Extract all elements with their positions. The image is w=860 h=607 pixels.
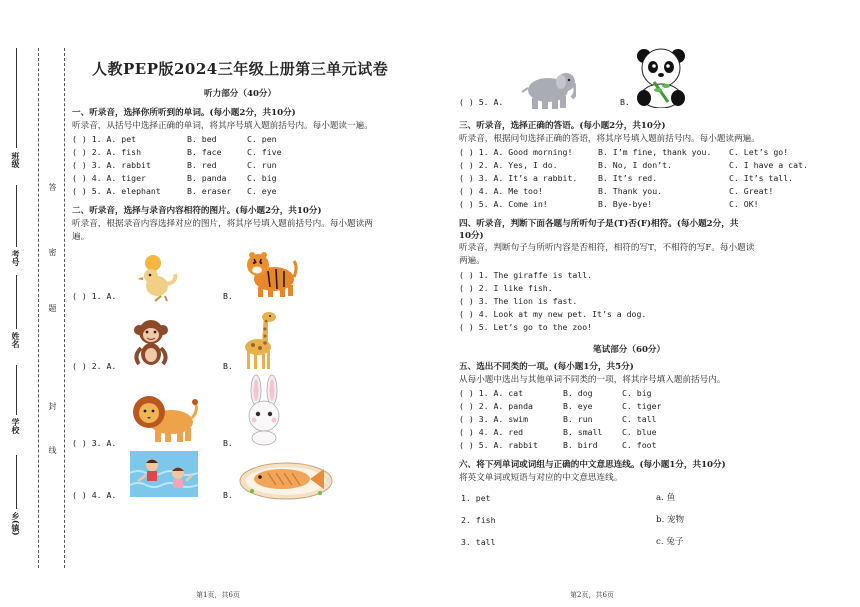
s3-heading: 三、听录音，选择正确的答语。(每小题2分，共10分) [459,121,666,131]
lion-picture [129,392,199,444]
s6-row-1-en: 1. pet [461,493,491,503]
s5-row-5-a: ( ) 5. A. rabbit [459,440,538,450]
elephant-picture [516,68,576,110]
s2-instruction-line1: 听录音，根据录音内容选择对应的图片，将其序号填入题前括号内。每小题读两 [72,219,373,229]
seal-char-1: 答 [48,183,57,191]
written-header: 笔试部分（60分） [593,345,666,355]
s3-row-3-c: C. It’s tall. [729,173,794,183]
s1-row-3-a: ( ) 3. A. rabbit [72,160,151,170]
margin-line-class [16,48,17,148]
s2-row-2-a: ( ) 2. A. [72,361,117,371]
s3-row-5-b: B. Bye-bye! [598,199,653,209]
s2-heading: 二、听录音，选择与录音内容相符的图片。(每小题2分，共10分) [72,206,322,216]
s4-heading-line1: 四、听录音，判断下面各题与所听句子是(T)否(F)相符。(每小题2分，共 [459,219,739,229]
margin-label-class: 班级 [11,152,21,168]
s6-row-3-zh: c. 兔子 [656,537,684,547]
s5-row-3-a: ( ) 3. A. swim [459,414,529,424]
giraffe-picture [238,309,278,371]
s5-row-2-b: B. eye [563,401,593,411]
swimming-picture [130,451,198,497]
s4-heading-line2: 10分) [459,231,484,241]
s2-row-4-b: B. [223,490,233,500]
s3-row-3-b: B. It’s red. [598,173,658,183]
s5-row-1-b: B. dog [563,388,593,398]
s3-instruction: 听录音，根据问句选择正确的答语，将其序号填入题前括号内。每小题读两遍。 [459,134,760,144]
s3-row-4-b: B. Thank you. [598,186,663,196]
s5-row-2-c: C. tiger [622,401,662,411]
s6-row-2-en: 2. fish [461,515,496,525]
s1-heading: 一、听录音，选择你所听到的单词。(每小题2分，共10分) [72,108,296,118]
margin-label-exam-no: 考号 [11,250,21,266]
s2-row-2-b: B. [223,361,233,371]
s1-instruction: 听录音，从括号中选择正确的单词，将其序号填入题前括号内。每小题读一遍。 [72,121,373,131]
s2-instruction-line2: 遍。 [72,232,90,242]
s3-row-2-c: C. I have a cat. [729,160,808,170]
s3-row-5-c: C. OK! [729,199,759,209]
s4-instruction-line1: 听录音，判断句子与所听内容是否相符，相符的写T，不相符的写F。每小题读 [459,243,755,253]
seal-char-2: 密 [48,248,57,256]
s3-row-4-a: ( ) 4. A. Me too! [459,186,543,196]
margin-label-school: 学校 [11,418,21,434]
s2-row-3-a: ( ) 3. A. [72,438,117,448]
panda-picture [632,46,690,108]
s5-row-4-a: ( ) 4. A. red [459,427,524,437]
s5-row-5-c: C. foot [622,440,657,450]
fish-picture [238,457,334,501]
s1-row-1-b: B. bed [187,134,217,144]
margin-label-name: 姓名 [11,332,21,348]
s5-row-3-c: C. tall [622,414,657,424]
s1-row-1-a: ( ) 1. A. pet [72,134,137,144]
monkey-picture [131,318,171,370]
s1-row-4-b: B. panda [187,173,227,183]
s1-row-3-c: C. run [247,160,277,170]
s1-row-2-a: ( ) 2. A. fish [72,147,142,157]
s1-row-1-c: C. pen [247,134,277,144]
s5-row-3-b: B. run [563,414,593,424]
seal-char-4: 封 [48,402,57,410]
s2-row-1-b: B. [223,291,233,301]
s3-row-1-b: B. I’m fine, thank you. [598,147,712,157]
s4-row-2: ( ) 2. I like fish. [459,283,553,293]
s1-row-2-c: C. five [247,147,282,157]
s4-row-4: ( ) 4. Look at my new pet. It’s a dog. [459,309,647,319]
s6-instruction: 将英文单词或短语与对应的中文意思连线。 [459,473,623,483]
margin-label-township: 乡(镇) [11,512,21,536]
dashed-line-inner [64,48,65,568]
s5-row-4-c: C. blue [622,427,657,437]
margin-line-school [16,365,17,415]
margin-line-exam-no [16,185,17,247]
dashed-line-outer [38,48,39,568]
s1-row-5-a: ( ) 5. A. elephant [72,186,161,196]
s3-row-1-a: ( ) 1. A. Good morning! [459,147,573,157]
margin-line-township [16,455,17,509]
s1-row-4-c: C. big [247,173,277,183]
s1-row-4-a: ( ) 4. A. tiger [72,173,146,183]
s2-row-4-a: ( ) 4. A. [72,490,117,500]
s2-row-1-a: ( ) 1. A. [72,291,117,301]
s4-row-5: ( ) 5. Let’s go to the zoo! [459,322,593,332]
s6-row-3-en: 3. tall [461,537,496,547]
s2-row-5-b: B. [620,97,630,107]
exam-title: 人教PEP版2024三年级上册第三单元试卷 [92,60,389,78]
s6-row-1-zh: a. 鱼 [656,493,676,503]
seal-char-5: 线 [48,446,57,454]
s5-row-1-a: ( ) 1. A. cat [459,388,524,398]
s5-instruction: 从每小题中选出与其他单词不同类的一项，将其序号填入题前括号内。 [459,375,726,385]
s1-row-3-b: B. red [187,160,217,170]
rabbit-picture [240,374,288,446]
s5-row-4-b: B. small [563,427,603,437]
s3-row-2-b: B. No, I don’t. [598,160,672,170]
s1-row-2-b: B. face [187,147,222,157]
s4-row-1: ( ) 1. The giraffe is tall. [459,270,593,280]
page-footer-left: 第1页，共6页 [196,591,240,599]
s6-heading: 六、将下列单词或词组与正确的中文意思连线。(每小题1分，共10分) [459,460,726,470]
s4-row-3: ( ) 3. The lion is fast. [459,296,578,306]
s5-row-2-a: ( ) 2. A. panda [459,401,533,411]
s5-row-1-c: C. big [622,388,652,398]
s3-row-4-c: C. Great! [729,186,774,196]
s5-heading: 五、选出不同类的一项。(每小题1分，共5分) [459,362,634,372]
s4-instruction-line2: 两遍。 [459,256,485,266]
s3-row-1-c: C. Let’s go! [729,147,789,157]
s3-row-3-a: ( ) 3. A. It’s a rabbit. [459,173,578,183]
s1-row-5-b: B. eraser [187,186,232,196]
s6-row-2-zh: b. 宠物 [656,515,685,525]
s3-row-2-a: ( ) 2. A. Yes, I do. [459,160,558,170]
listening-header: 听力部分（40分） [204,89,277,99]
s2-row-3-b: B. [223,438,233,448]
s3-row-5-a: ( ) 5. A. Come in! [459,199,548,209]
s1-row-5-c: C. eye [247,186,277,196]
page-footer-right: 第2页，共6页 [570,591,614,599]
tiger-picture [244,247,298,299]
margin-line-name [16,275,17,329]
s2-row-5-a: ( ) 5. A. [459,97,504,107]
s5-row-5-b: B. bird [563,440,598,450]
duck-with-ball-picture [131,254,181,302]
seal-char-3: 题 [48,304,57,312]
